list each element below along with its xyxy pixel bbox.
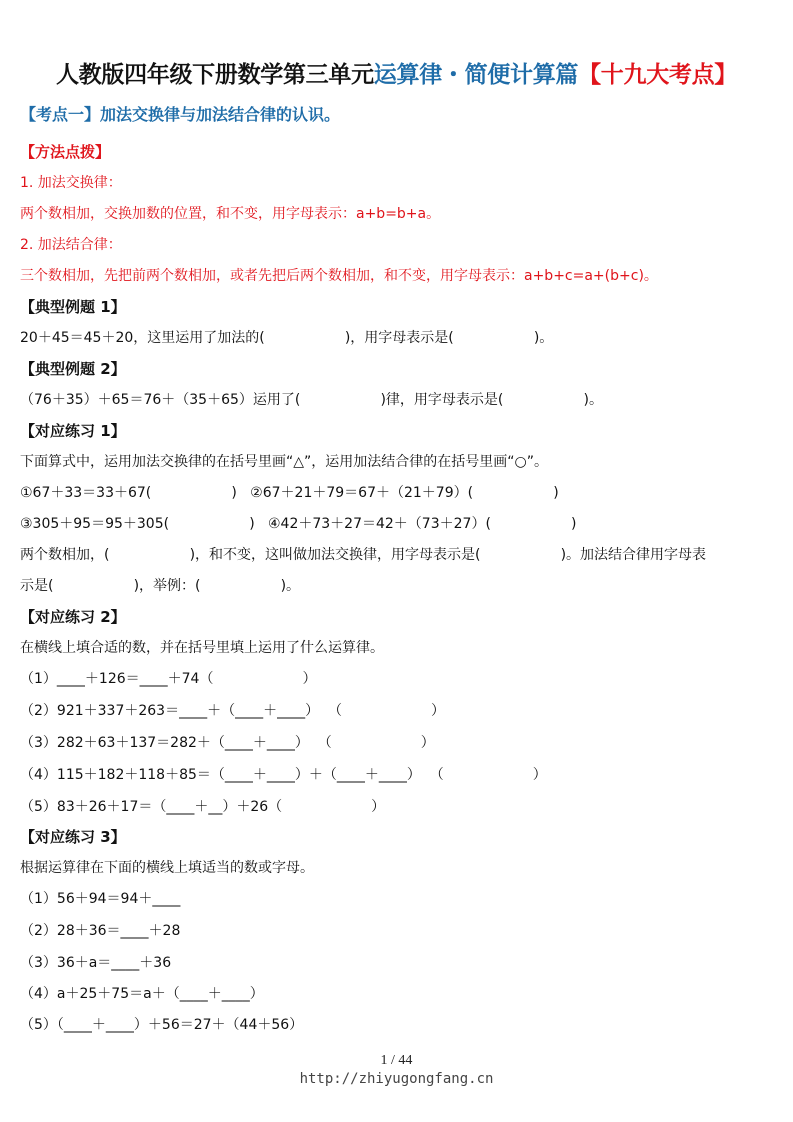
title-part-3: 【十九大考点】 — [578, 62, 738, 88]
example2-heading: 【典型例题 2】 — [20, 360, 126, 378]
practice2-heading: 【对应练习 2】 — [20, 608, 126, 626]
practice3-instruction: 根据运算律在下面的横线上填适当的数或字母。 — [20, 860, 314, 876]
practice2-item: （2）921＋337＋263＝____＋（____＋____） （ ） — [20, 703, 445, 719]
practice1-fill-1: 两个数相加，( )，和不变，这叫做加法交换律，用字母表示是( )。加法结合律用字母表 — [20, 547, 707, 563]
practice3-item: （2）28＋36＝____＋28 — [20, 923, 181, 939]
practice1-instruction: 下面算式中，运用加法交换律的在括号里画“△”，运用加法结合律的在括号里画“○”。 — [20, 454, 548, 470]
practice1-row-1: ①67＋33＝33＋67( ) ②67＋21＋79＝67＋（21＋79）( ) — [20, 485, 559, 501]
practice2-instruction: 在横线上填合适的数，并在括号里填上运用了什么运算律。 — [20, 640, 384, 656]
method-heading: 【方法点拨】 — [20, 143, 111, 161]
practice2-item: （1）____＋126＝____＋74（ ） — [20, 671, 317, 687]
law1-title: 1. 加法交换律： — [20, 175, 122, 191]
page-number: 1 / 44 — [380, 1053, 413, 1068]
title-part-1: 人教版四年级下册数学第三单元 — [55, 62, 374, 88]
practice3-item: （5）（____＋____）＋56＝27＋（44＋56） — [20, 1017, 304, 1033]
practice1-heading: 【对应练习 1】 — [20, 422, 126, 440]
footer-url[interactable]: http://zhiyugongfang.cn — [299, 1071, 494, 1087]
example2-text: （76＋35）＋65＝76＋（35＋65）运用了( )律，用字母表示是( )。 — [20, 392, 603, 408]
practice1-row-2: ③305＋95＝95＋305( ) ④42＋73＋27＝42＋（73＋27）( ) — [20, 516, 577, 532]
law2-text: 三个数相加，先把前两个数相加，或者先把后两个数相加，和不变，用字母表示：a+b+c=a+(b+c)。 — [20, 268, 658, 284]
practice2-item: （4）115＋182＋118＋85＝（____＋____）＋（____＋____） （ ） — [20, 767, 547, 783]
example1-text: 20＋45＝45＋20，这里运用了加法的( )，用字母表示是( )。 — [20, 330, 554, 346]
law2-title: 2. 加法结合律： — [20, 237, 122, 253]
practice3-item: （4）a＋25＋75＝a＋（____＋____） — [20, 986, 264, 1002]
page-title — [0, 56, 793, 89]
practice1-fill-2: 示是( )，举例：( )。 — [20, 578, 301, 594]
law1-text: 两个数相加，交换加数的位置，和不变，用字母表示：a+b=b+a。 — [20, 206, 441, 222]
example1-heading: 【典型例题 1】 — [20, 298, 126, 316]
practice3-item: （3）36＋a＝____＋36 — [20, 955, 172, 971]
practice2-item: （3）282＋63＋137＝282＋（____＋____） （ ） — [20, 735, 435, 751]
practice3-item: （1）56＋94＝94＋____ — [20, 891, 181, 907]
section-heading: 【考点一】加法交换律与加法结合律的认识。 — [20, 105, 341, 124]
practice2-item: （5）83＋26＋17＝（____＋__）＋26（ ） — [20, 799, 386, 815]
title-part-2: 运算律・简便计算篇 — [373, 62, 579, 88]
practice3-heading: 【对应练习 3】 — [20, 828, 126, 846]
